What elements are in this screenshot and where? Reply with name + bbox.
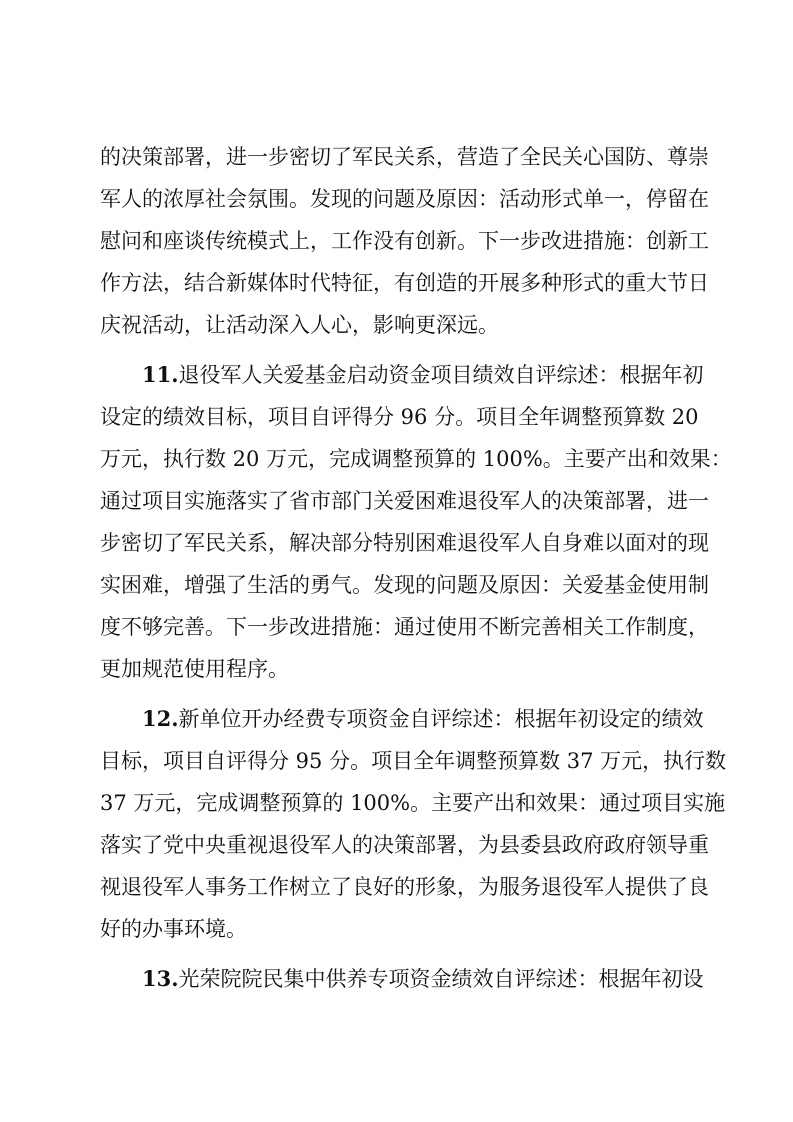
text-line: 庆祝活动，让活动深入人心，影响更深远。 xyxy=(100,313,499,337)
item-first-line: 新单位开办经费专项资金自评综述：根据年初设定的绩效 xyxy=(178,707,704,731)
text-line: 设定的绩效目标，项目自评得分 96 分。项目全年调整预算数 20 xyxy=(100,405,699,429)
item-number: 13. xyxy=(142,966,179,991)
item-number: 12. xyxy=(142,706,179,731)
text-line: 的决策部署，进一步密切了军民关系，营造了全民关心国防、尊崇 xyxy=(100,145,709,169)
text-line: 作方法，结合新媒体时代特征，有创造的开展多种形式的重大节日 xyxy=(100,271,709,295)
paragraph-item-11 xyxy=(100,354,732,690)
text-line: 目标，项目自评得分 95 分。项目全年调整预算数 37 万元，执行数 xyxy=(100,749,727,773)
paragraph-item-12 xyxy=(100,698,727,950)
text-line: 实困难，增强了生活的勇气。发现的问题及原因：关爱基金使用制 xyxy=(100,573,709,597)
text-line: 好的办事环境。 xyxy=(100,917,247,941)
paragraph-continued xyxy=(100,136,709,346)
text-line: 步密切了军民关系，解决部分特别困难退役军人自身难以面对的现 xyxy=(100,531,709,555)
text-line: 军人的浓厚社会氛围。发现的问题及原因：活动形式单一，停留在 xyxy=(100,187,709,211)
text-line: 视退役军人事务工作树立了良好的形象，为服务退役军人提供了良 xyxy=(100,875,709,899)
text-line xyxy=(100,698,704,740)
item-number: 11. xyxy=(142,362,179,387)
text-line: 37 万元，完成调整预算的 100%。主要产出和效果：通过项目实施 xyxy=(100,791,726,815)
text-line: 落实了党中央重视退役军人的决策部署，为县委县政府政府领导重 xyxy=(100,833,709,857)
document-body xyxy=(100,136,732,1000)
text-line: 更加规范使用程序。 xyxy=(100,657,289,681)
text-line: 度不够完善。下一步改进措施：通过使用不断完善相关工作制度， xyxy=(100,615,709,639)
paragraph-item-13 xyxy=(100,958,704,1000)
text-line xyxy=(100,354,704,396)
text-line: 慰问和座谈传统模式上，工作没有创新。下一步改进措施：创新工 xyxy=(100,229,709,253)
item-first-line: 光荣院院民集中供养专项资金绩效自评综述：根据年初设 xyxy=(178,967,704,991)
text-line: 通过项目实施落实了省市部门关爱困难退役军人的决策部署，进一 xyxy=(100,489,709,513)
text-line xyxy=(100,958,704,1000)
item-first-line: 退役军人关爱基金启动资金项目绩效自评综述：根据年初 xyxy=(178,363,704,387)
text-line: 万元，执行数 20 万元，完成调整预算的 100%。主要产出和效果： xyxy=(100,447,732,471)
